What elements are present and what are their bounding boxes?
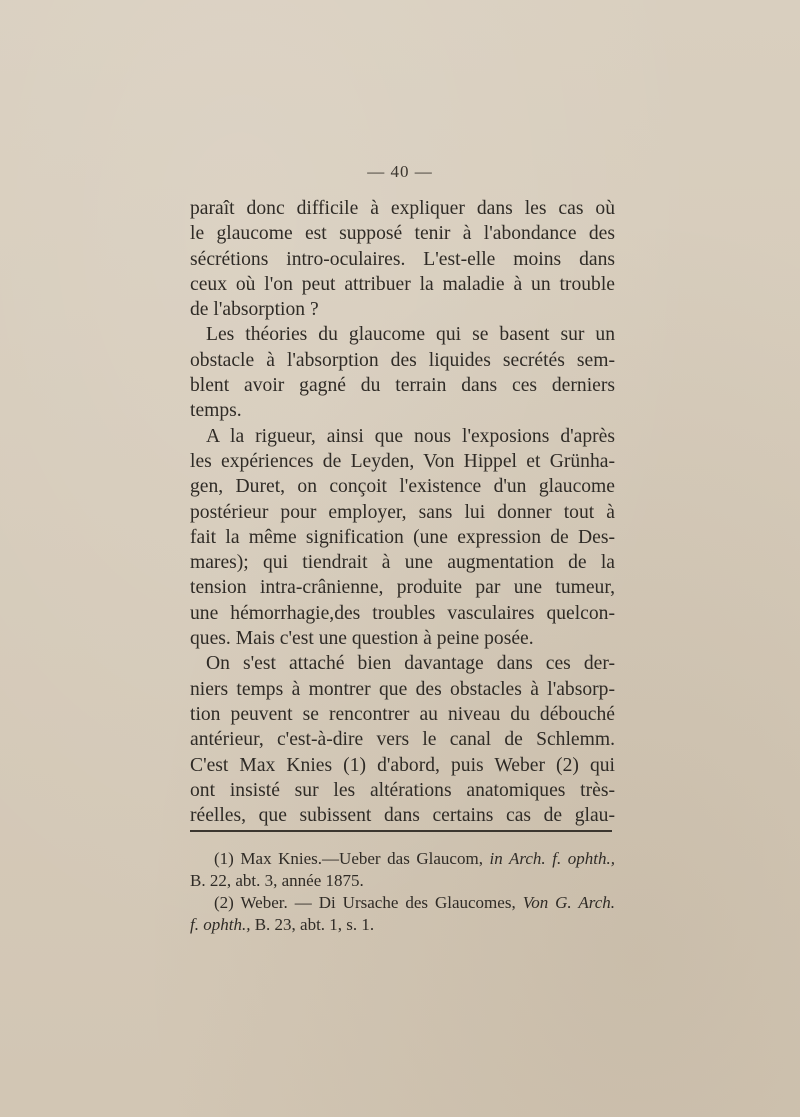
text-line: ques. Mais c'est une question à peine posée.	[190, 628, 534, 650]
text-line: paraît donc difficile à expliquer dans les cas où	[190, 198, 615, 219]
footnote-2	[190, 892, 615, 914]
text-line: réelles, que subissent dans certains cas de glau-	[190, 805, 615, 827]
text-line: blent avoir gagné du terrain dans ces derniers	[190, 375, 615, 397]
text-line: gen, Duret, on conçoit l'existence d'un glaucome	[190, 476, 615, 498]
text-line: fait la même signification (une expression de Des-	[190, 526, 615, 548]
footnote-1	[190, 848, 615, 870]
text-line: ceux où l'on peut attribuer la maladie à un trouble	[190, 273, 615, 295]
footnote-marker: (1)	[214, 849, 234, 868]
footnote-author: Max Knies.	[240, 849, 323, 868]
text-line: le glaucome est supposé tenir à l'abondance des	[190, 223, 615, 245]
footnote-dash: —	[322, 849, 340, 868]
text-line: mares); qui tiendrait à une augmentation de la	[190, 552, 615, 574]
text-line: sécrétions intro-oculaires. L'est-elle moins dans	[190, 248, 615, 270]
paragraph-start-line: On s'est attaché bien davantage dans ces der-	[206, 653, 615, 675]
body-text	[190, 196, 615, 828]
text-line: de l'absorption ?	[190, 299, 319, 321]
text-line: temps.	[190, 400, 242, 422]
footnote-journal: f. ophth.,	[190, 915, 251, 934]
text-line: une hémorrhagie,des troubles vasculaires quelcon-	[190, 602, 615, 624]
text-line: tension intra-crânienne, produite par une tumeur,	[190, 577, 615, 599]
footnote-journal: in Arch. f. ophth.,	[489, 849, 615, 868]
text-line: postérieur pour employer, sans lui donner tout à	[190, 501, 615, 523]
footnote-marker: (2)	[214, 893, 234, 912]
text-line: ont insisté sur les altérations anatomiques très-	[190, 779, 615, 801]
footnote-divider	[190, 830, 612, 832]
footnote-1-continuation: B. 22, abt. 3, année 1875.	[190, 871, 364, 890]
text-line: obstacle à l'absorption des liquides secrétés sem-	[190, 349, 615, 371]
footnote-title: Ueber das Glaucom,	[339, 849, 483, 868]
paragraph-start-line: A la rigueur, ainsi que nous l'exposions d'après	[206, 425, 615, 447]
footnote-dash: —	[287, 893, 319, 912]
footnote-title: Di Ursache des Glaucomes,	[318, 893, 516, 912]
footnote-author: Weber.	[240, 893, 288, 912]
text-line: C'est Max Knies (1) d'abord, puis Weber (2) qui	[190, 754, 615, 776]
paragraph-start-line: Les théories du glaucome qui se basent sur un	[206, 324, 615, 346]
footnote-reference: B. 23, abt. 1, s. 1.	[250, 915, 375, 934]
page-number: — 40 —	[367, 162, 433, 181]
text-line: niers temps à montrer que des obstacles à l'absorp-	[190, 678, 615, 700]
text-line: tion peuvent se rencontrer au niveau du débouché	[190, 703, 615, 725]
footnote-journal: Von G. Arch.	[522, 893, 616, 912]
text-line: antérieur, c'est-à-dire vers le canal de Schlemm.	[190, 729, 615, 751]
footnotes	[190, 848, 615, 936]
footnote-2-continuation	[190, 914, 615, 936]
text-line: les expériences de Leyden, Von Hippel et Grünha-	[190, 450, 615, 472]
